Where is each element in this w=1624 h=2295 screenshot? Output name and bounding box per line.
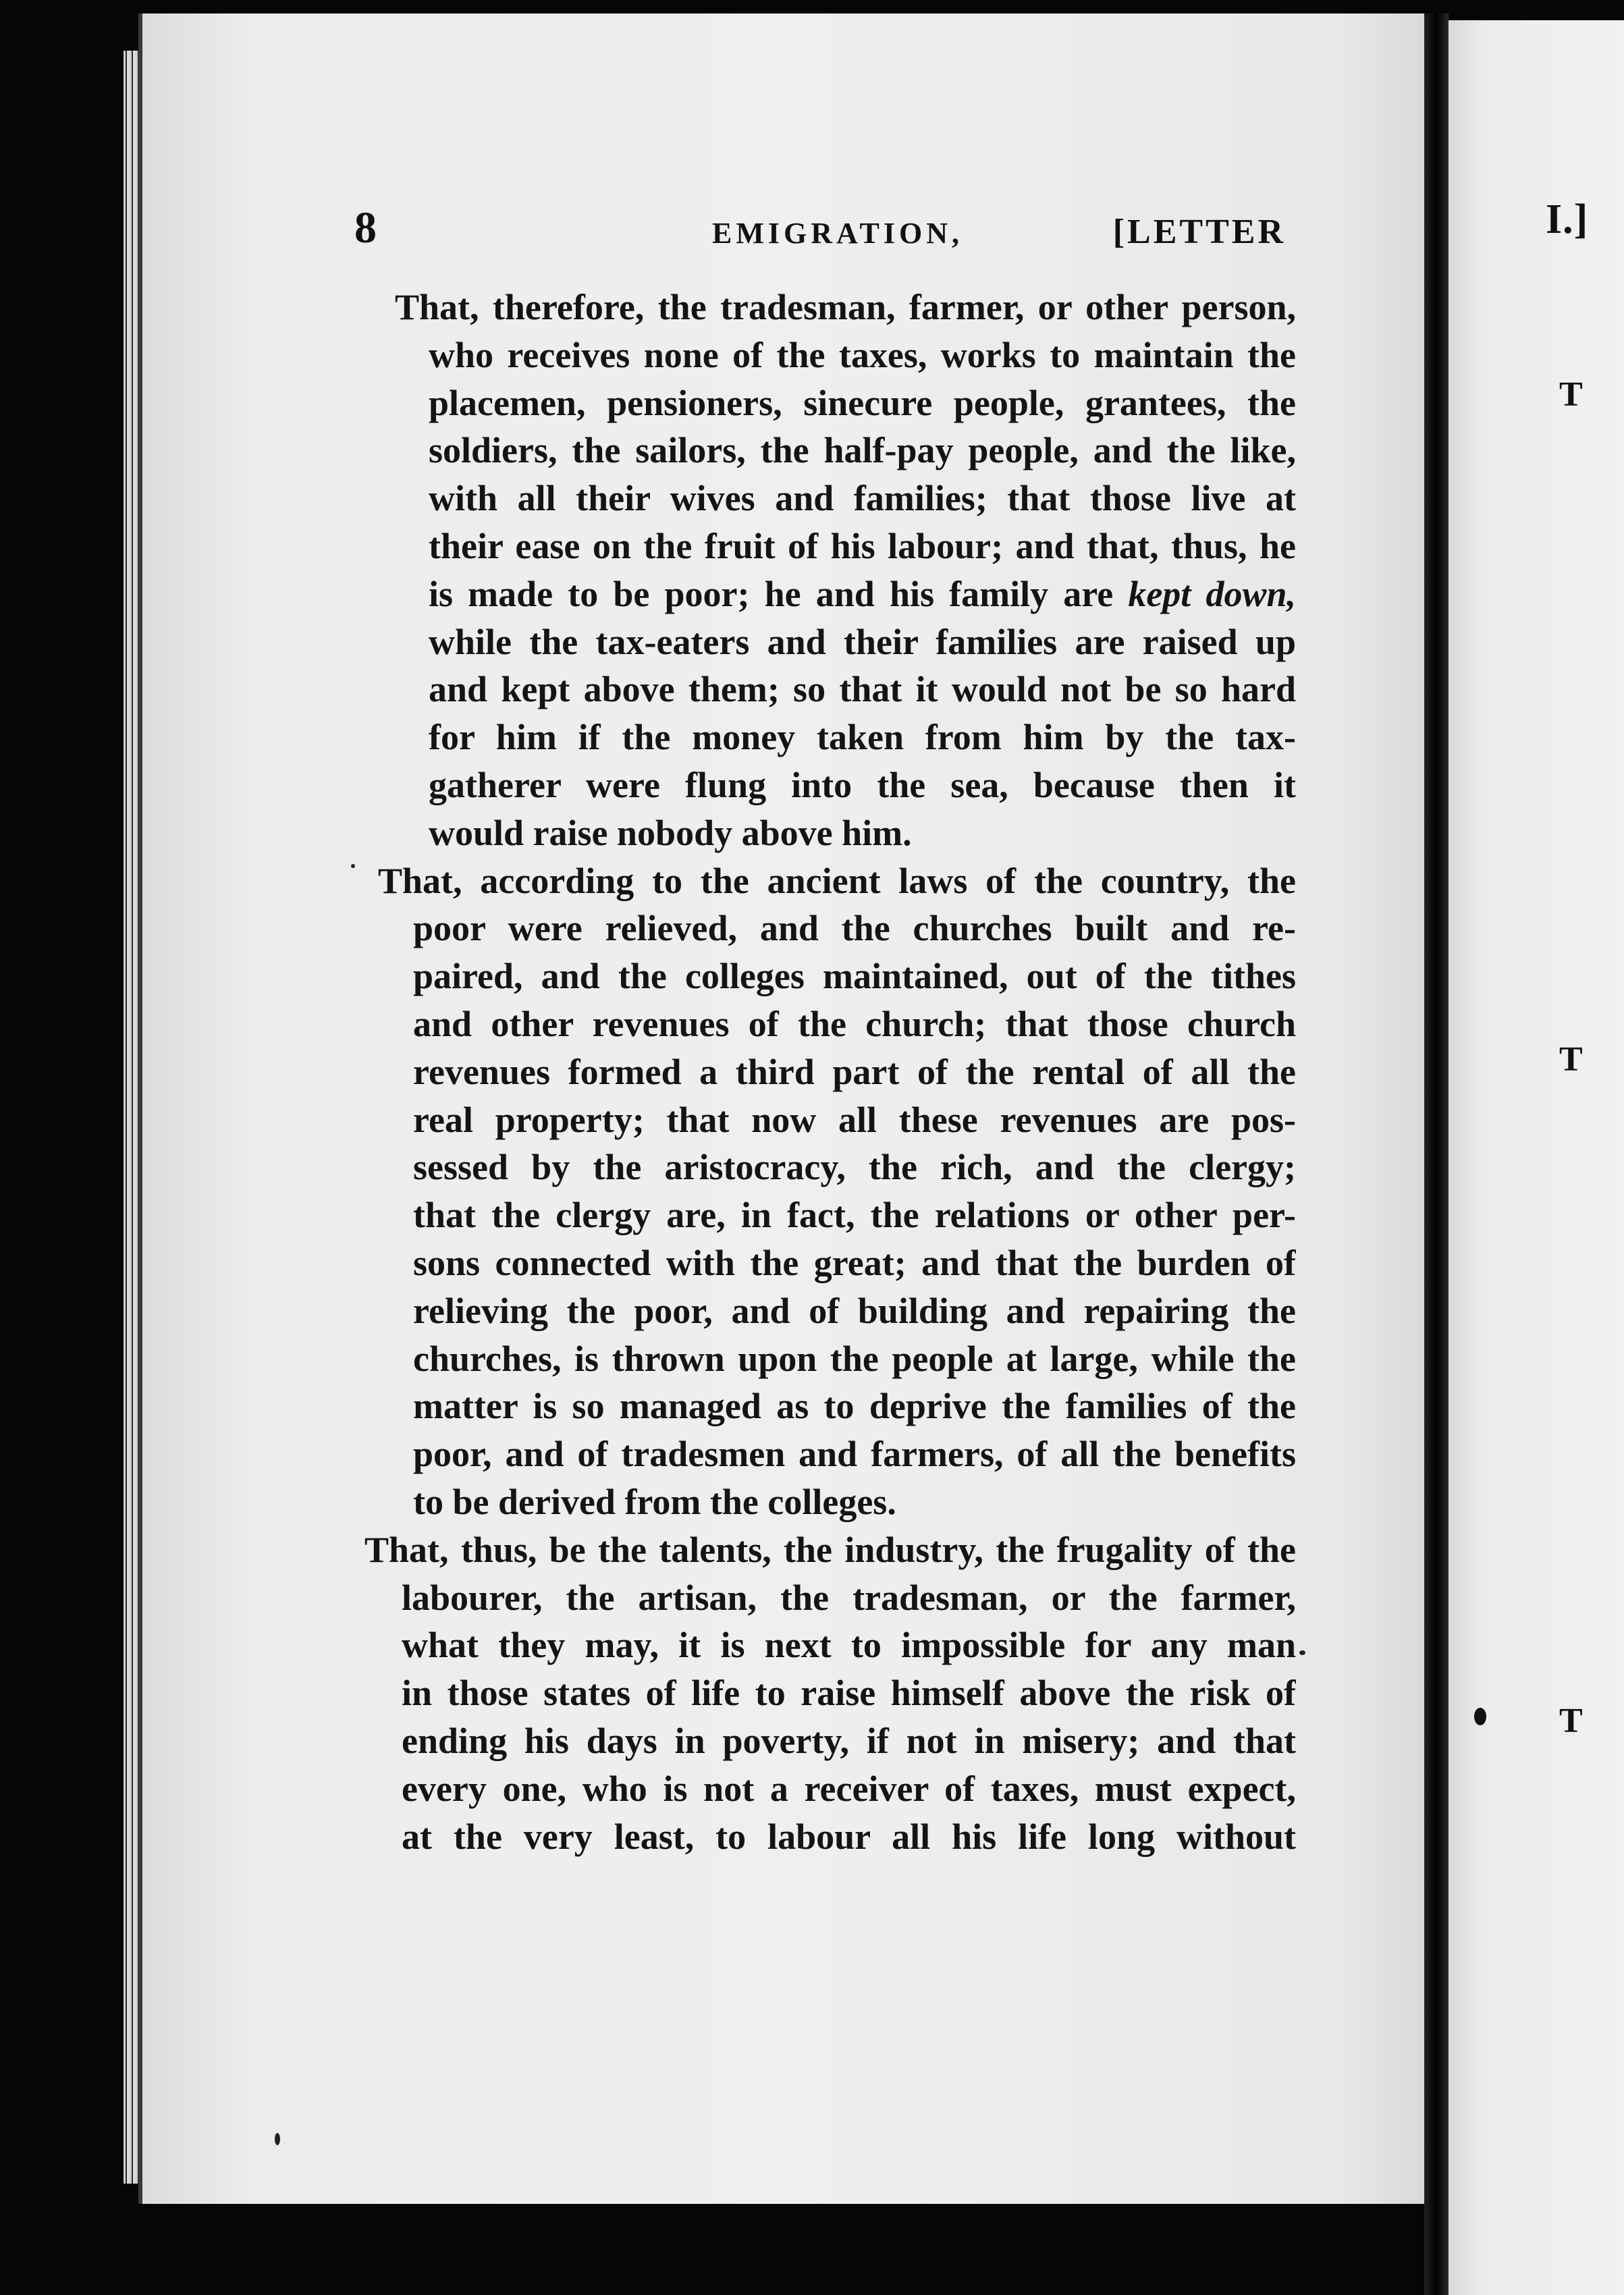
text-line: That, thus, be the talents, the industry, the frugality of the bbox=[364, 1529, 1296, 1570]
text-line: with all their wives and families; that those live at bbox=[429, 478, 1296, 519]
facing-page bbox=[1449, 20, 1624, 2295]
text-line: placemen, pensioners, sinecure people, grantees, the bbox=[429, 382, 1296, 423]
facing-page-initial: T bbox=[1559, 375, 1584, 414]
text-line: who receives none of the taxes, works to maintain the bbox=[429, 334, 1296, 375]
text-line: what they may, it is next to impossible for any man bbox=[402, 1625, 1296, 1666]
running-title: EMIGRATION, bbox=[712, 217, 963, 250]
text-line: sessed by the aristocracy, the rich, and the clergy; bbox=[413, 1147, 1296, 1188]
text-line: their ease on the fruit of his labour; and that, thus, he bbox=[429, 525, 1296, 566]
text-line: while the tax-eaters and their families are raised up bbox=[429, 621, 1296, 662]
text-line: churches, is thrown upon the people at large, while the bbox=[413, 1338, 1296, 1379]
text-line: That, therefore, the tradesman, farmer, or other person, bbox=[395, 287, 1296, 327]
running-head bbox=[354, 202, 1299, 263]
text-line: poor, and of tradesmen and farmers, of all the benefits bbox=[413, 1434, 1296, 1475]
text-line: That, according to the ancient laws of the country, the bbox=[378, 860, 1296, 901]
text-line: to be derived from the colleges. bbox=[413, 1481, 896, 1522]
text-line: for him if the money taken from him by the tax- bbox=[429, 717, 1296, 758]
book-gutter bbox=[1424, 14, 1449, 2295]
letter-reference: [LETTER bbox=[1112, 213, 1286, 251]
text-line: paired, and the colleges maintained, out of the tithes bbox=[413, 956, 1296, 997]
text-line: and other revenues of the church; that those church bbox=[413, 1003, 1296, 1044]
italic-emphasis: kept down, bbox=[1128, 573, 1296, 614]
facing-page-initial: T bbox=[1559, 1702, 1584, 1740]
ink-speck bbox=[351, 864, 355, 868]
facing-page-initial: T bbox=[1559, 1040, 1584, 1079]
text-line: soldiers, the sailors, the half-pay people, and the like, bbox=[429, 430, 1296, 471]
text-line: gatherer were flung into the sea, because then it bbox=[429, 764, 1296, 805]
ink-speck bbox=[275, 2133, 280, 2145]
text-line: real property; that now all these revenues are pos- bbox=[413, 1099, 1296, 1140]
paragraph bbox=[364, 1526, 1296, 1861]
text-line: at the very least, to labour all his life long without bbox=[402, 1816, 1296, 1857]
text-line: labourer, the artisan, the tradesman, or the farmer, bbox=[402, 1577, 1296, 1618]
page-number: 8 bbox=[354, 203, 377, 252]
text-line: poor were relieved, and the churches built and re- bbox=[413, 908, 1296, 949]
text-line: that the clergy are, in fact, the relations or other per- bbox=[413, 1195, 1296, 1236]
text-segment: is made to be poor; he and his family are bbox=[429, 573, 1114, 614]
body-text bbox=[364, 284, 1296, 1860]
text-line: matter is so managed as to deprive the families of the bbox=[413, 1386, 1296, 1427]
paragraph bbox=[364, 284, 1296, 857]
ink-speck bbox=[1299, 1650, 1305, 1655]
text-line: revenues formed a third part of the rental of all the bbox=[413, 1051, 1296, 1092]
paragraph bbox=[364, 857, 1296, 1526]
ink-speck bbox=[1474, 1708, 1486, 1725]
text-line: ending his days in poverty, if not in misery; and that bbox=[402, 1720, 1296, 1761]
text-line: relieving the poor, and of building and repairing the bbox=[413, 1290, 1296, 1331]
text-line: sons connected with the great; and that the burden of bbox=[413, 1242, 1296, 1283]
text-line: and kept above them; so that it would not be so hard bbox=[429, 669, 1296, 710]
text-line: would raise nobody above him. bbox=[429, 812, 912, 853]
text-line-with-emphasis bbox=[429, 570, 1296, 618]
facing-page-folio: I.] bbox=[1546, 196, 1589, 242]
text-line: every one, who is not a receiver of taxes, must expect, bbox=[402, 1768, 1296, 1809]
text-line: in those states of life to raise himself above the risk of bbox=[402, 1673, 1296, 1714]
